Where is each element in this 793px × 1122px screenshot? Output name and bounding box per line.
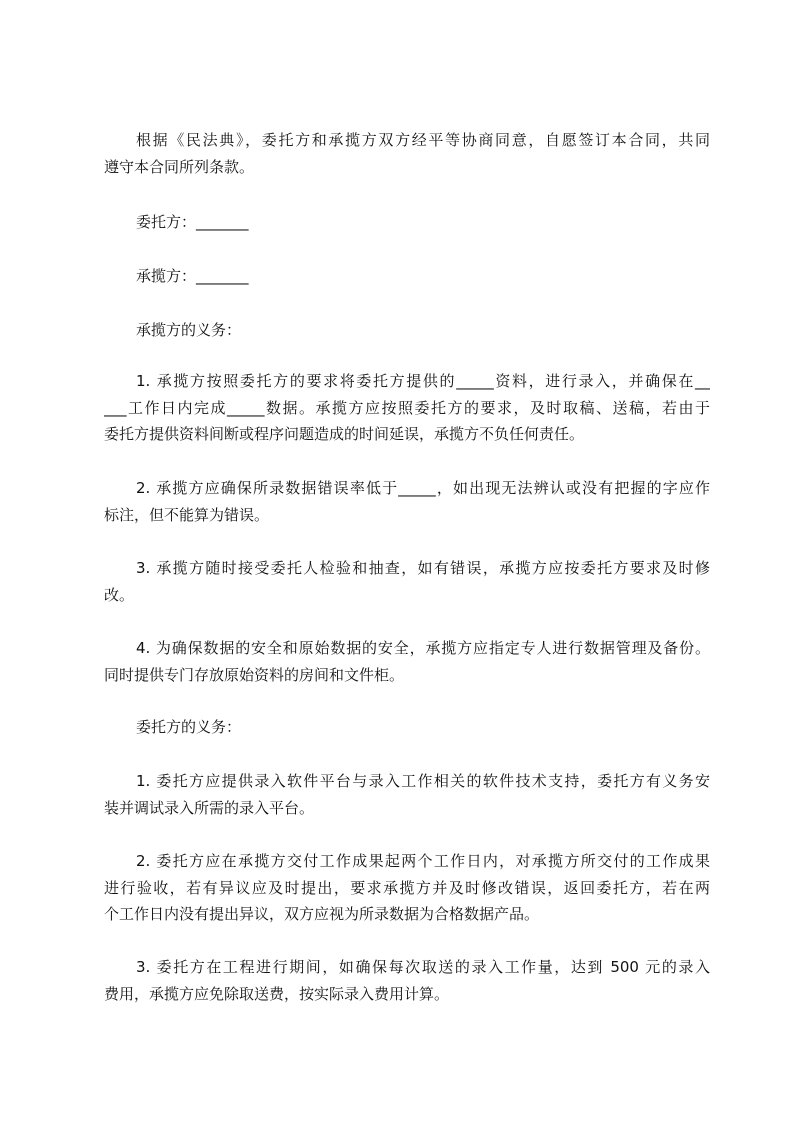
paragraph-contractor-field (104, 263, 710, 290)
paragraph-contractor-duty-1 (104, 368, 710, 448)
text-line: 3. 委托方在工程进行期间，如确保每次取送的录入工作量，达到 500 元的录入 (136, 958, 710, 976)
paragraph-contractor-duty-3 (104, 555, 710, 608)
text-line: 改。 (104, 585, 135, 604)
text-line: 同时提供专门存放原始资料的房间和文件柜。 (104, 665, 405, 684)
text-line: 承揽方：_______ (136, 267, 249, 285)
text-line: 费用，承揽方应免除取送费，按实际录入费用计算。 (104, 984, 450, 1003)
paragraph-client-field (104, 209, 710, 236)
text-line: 委托方提供资料间断或程序问题造成的时间延误，承揽方不负任何责任。 (104, 425, 585, 444)
text-line: 1. 承揽方按照委托方的要求将委托方提供的_____资料，进行录入，并确保在__ (136, 372, 710, 390)
text-line: 2. 承揽方应确保所录数据错误率低于_____，如出现无法辨认或没有把握的字应作 (136, 479, 710, 497)
text-line: 个工作日内没有提出异议，双方应视为所录数据为合格数据产品。 (104, 905, 540, 924)
text-line: 委托方的义务： (136, 718, 242, 736)
paragraph-client-duty-3 (104, 954, 710, 1007)
text-line: 3. 承揽方随时接受委托人检验和抽查，如有错误，承揽方应按委托方要求及时修 (136, 559, 710, 577)
text-line: 进行验收，若有异议应及时提出，要求承揽方并及时修改错误，返回委托方，若在两 (104, 878, 710, 897)
text-line: 标注，但不能算为错误。 (104, 505, 270, 524)
text-line: ___工作日内完成_____数据。承揽方应按照委托方的要求，及时取稿、送稿，若由于 (104, 398, 710, 417)
text-line: 装并调试录入所需的录入平台。 (104, 798, 315, 817)
paragraph-preamble (104, 127, 710, 180)
text-line: 4. 为确保数据的安全和原始数据的安全，承揽方应指定专人进行数据管理及备份。 (136, 639, 710, 657)
paragraph-client-duties-heading (104, 714, 710, 741)
text-line: 1. 委托方应提供录入软件平台与录入工作相关的软件技术支持，委托方有义务安 (136, 772, 710, 790)
text-line: 承揽方的义务： (136, 321, 242, 339)
paragraph-contractor-duty-4 (104, 635, 710, 688)
paragraph-contractor-duties-heading (104, 317, 710, 344)
text-line: 2. 委托方应在承揽方交付工作成果起两个工作日内，对承揽方所交付的工作成果 (136, 852, 710, 870)
paragraph-contractor-duty-2 (104, 475, 710, 528)
text-line: 遵守本合同所列条款。 (104, 157, 255, 176)
text-line: 根据《民法典》，委托方和承揽方双方经平等协商同意，自愿签订本合同，共同 (136, 131, 710, 149)
text-line: 委托方：_______ (136, 213, 249, 231)
paragraph-client-duty-2 (104, 848, 710, 928)
paragraph-client-duty-1 (104, 768, 710, 821)
